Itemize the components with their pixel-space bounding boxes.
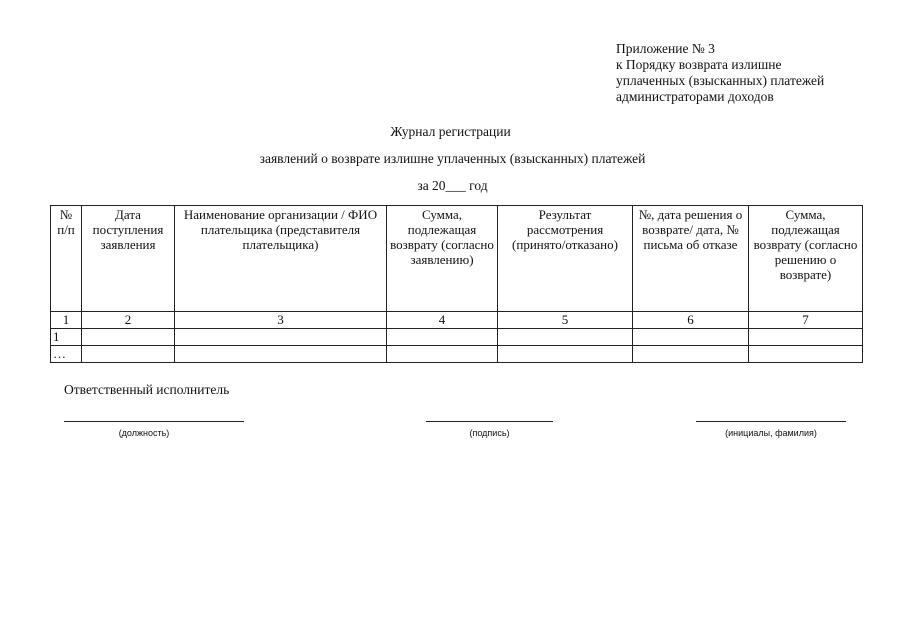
table-cell [749, 346, 863, 363]
table-cell [633, 329, 749, 346]
table-cell [387, 346, 498, 363]
column-number: 4 [387, 312, 498, 329]
table-cell [633, 346, 749, 363]
table-cell [175, 329, 387, 346]
table-header-row [51, 206, 863, 312]
position-line [64, 421, 244, 422]
journal-title: Журнал регистрации [390, 124, 511, 139]
table-cell: … [51, 346, 82, 363]
header-cell: Сумма, подлежащая возврату (согласно решению о возврате) [749, 206, 863, 312]
signature-line [426, 421, 553, 422]
table-cell [498, 346, 633, 363]
appendix-line: уплаченных (взысканных) платежей [616, 73, 825, 88]
column-number-row [51, 312, 863, 329]
header-cell: Наименование организации / ФИО плательщика (представителя плательщика) [175, 206, 387, 312]
signature-caption: (подпись) [469, 428, 510, 438]
table-cell [387, 329, 498, 346]
appendix-line: администраторами доходов [616, 89, 774, 104]
header-cell: №, дата решения о возврате/ дата, № письма об отказе [633, 206, 749, 312]
column-number: 7 [749, 312, 863, 329]
table-cell [749, 329, 863, 346]
table-cell [498, 329, 633, 346]
table-row [51, 329, 863, 346]
responsible-executive-label: Ответственный исполнитель [64, 382, 230, 397]
header-cell: Сумма, подлежащая возврату (согласно заявлению) [387, 206, 498, 312]
table-cell [175, 346, 387, 363]
appendix-line: Приложение № 3 [616, 41, 715, 56]
column-number: 5 [498, 312, 633, 329]
journal-year: за 20___ год [417, 178, 488, 193]
position-caption: (должность) [118, 428, 170, 438]
table-cell [82, 346, 175, 363]
name-caption: (инициалы, фамилия) [725, 428, 817, 438]
column-number: 2 [82, 312, 175, 329]
table-cell [82, 329, 175, 346]
header-cell: Результат рассмотрения (принято/отказано) [498, 206, 633, 312]
registration-table [50, 205, 863, 363]
name-line [696, 421, 846, 422]
header-cell: № п/п [51, 206, 82, 312]
appendix-note [616, 41, 824, 105]
table-cell: 1 [51, 329, 82, 346]
journal-subtitle: заявлений о возврате излишне уплаченных (взысканных) платежей [259, 151, 646, 166]
column-number: 3 [175, 312, 387, 329]
column-number: 1 [51, 312, 82, 329]
table-row [51, 346, 863, 363]
header-cell: Дата поступления заявления [82, 206, 175, 312]
appendix-line: к Порядку возврата излишне [616, 57, 782, 72]
column-number: 6 [633, 312, 749, 329]
